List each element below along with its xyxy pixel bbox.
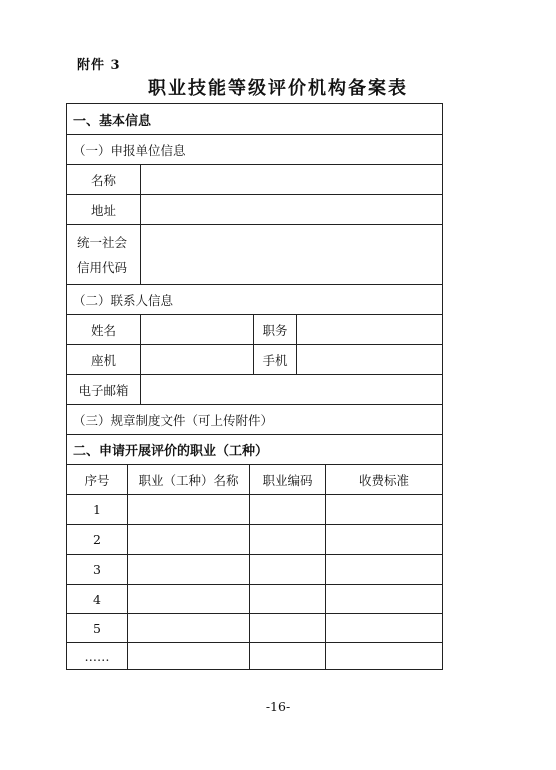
col-header-occupation-name: 职业（工种）名称 (127, 465, 249, 494)
section-occupations-row (67, 434, 442, 464)
occupation-name-field[interactable] (127, 555, 249, 584)
row-index: 2 (93, 532, 101, 547)
occupation-code-field[interactable] (249, 525, 325, 554)
row-index: 3 (93, 562, 101, 577)
section-basic-info-row (67, 104, 442, 134)
table-row (67, 554, 442, 584)
fee-standard-field[interactable] (325, 525, 442, 554)
col-header-index: 序号 (84, 472, 110, 488)
unit-info-heading-row (67, 134, 442, 164)
contact-info-heading: （二）联系人信息 (73, 292, 174, 308)
unit-info-heading: （一）申报单位信息 (73, 142, 186, 158)
row-index: 4 (93, 591, 101, 607)
unit-name-row (67, 164, 442, 194)
contact-position-field[interactable] (296, 315, 442, 344)
contact-email-row (67, 374, 442, 404)
occupation-name-field[interactable] (127, 643, 249, 669)
fee-standard-field[interactable] (325, 585, 442, 613)
table-row (67, 613, 442, 642)
rules-heading: （三）规章制度文件（可上传附件） (73, 412, 274, 428)
contact-name-row (67, 314, 442, 344)
contact-name-label: 姓名 (90, 322, 116, 338)
occupation-code-field[interactable] (249, 495, 325, 524)
rules-row (67, 404, 442, 434)
contact-landline-field[interactable] (140, 345, 253, 374)
occupation-name-field[interactable] (127, 614, 249, 642)
row-index: 1 (93, 502, 101, 517)
table-row (67, 494, 442, 524)
unit-address-field[interactable] (140, 195, 442, 224)
occupation-code-field[interactable] (249, 585, 325, 613)
section-basic-info-heading: 一、基本信息 (73, 113, 152, 129)
form-title: 职业技能等级评价机构备案表 (148, 78, 408, 99)
contact-mobile-label: 手机 (253, 345, 296, 374)
contact-email-label: 电子邮箱 (78, 382, 129, 398)
contact-name-field[interactable] (140, 315, 253, 344)
credit-code-label-line2: 信用代码 (77, 260, 128, 276)
table-row (67, 584, 442, 613)
row-index: …… (84, 648, 110, 664)
occupation-table-header (67, 464, 442, 494)
fee-standard-field[interactable] (325, 495, 442, 524)
unit-address-row (67, 194, 442, 224)
unit-name-label: 名称 (90, 172, 116, 188)
section-occupations-heading: 二、申请开展评价的职业（工种） (73, 444, 269, 459)
credit-code-field[interactable] (140, 225, 442, 284)
occupation-code-field[interactable] (249, 555, 325, 584)
credit-code-row (67, 224, 442, 284)
table-row (67, 524, 442, 554)
page-number: -16- (265, 699, 291, 714)
contact-email-field[interactable] (140, 375, 442, 404)
occupation-code-field[interactable] (249, 643, 325, 669)
col-header-occupation-code: 职业编码 (249, 465, 325, 494)
unit-name-field[interactable] (140, 165, 442, 194)
credit-code-label (67, 225, 140, 284)
occupation-code-field[interactable] (249, 614, 325, 642)
col-header-fee-standard: 收费标准 (325, 465, 442, 494)
contact-mobile-field[interactable] (296, 345, 442, 374)
attachment-label: 附件 3 (77, 58, 121, 73)
fee-standard-field[interactable] (325, 555, 442, 584)
occupation-name-field[interactable] (127, 585, 249, 613)
occupation-name-field[interactable] (127, 495, 249, 524)
fee-standard-field[interactable] (325, 614, 442, 642)
filing-form-table (66, 103, 443, 670)
contact-position-label: 职务 (253, 315, 296, 344)
contact-phone-row (67, 344, 442, 374)
table-row (67, 642, 442, 669)
contact-info-heading-row (67, 284, 442, 314)
contact-landline-label: 座机 (90, 352, 116, 368)
credit-code-label-line1: 统一社会 (77, 234, 128, 250)
unit-address-label: 地址 (90, 202, 116, 218)
row-index: 5 (93, 620, 101, 636)
occupation-name-field[interactable] (127, 525, 249, 554)
fee-standard-field[interactable] (325, 643, 442, 669)
